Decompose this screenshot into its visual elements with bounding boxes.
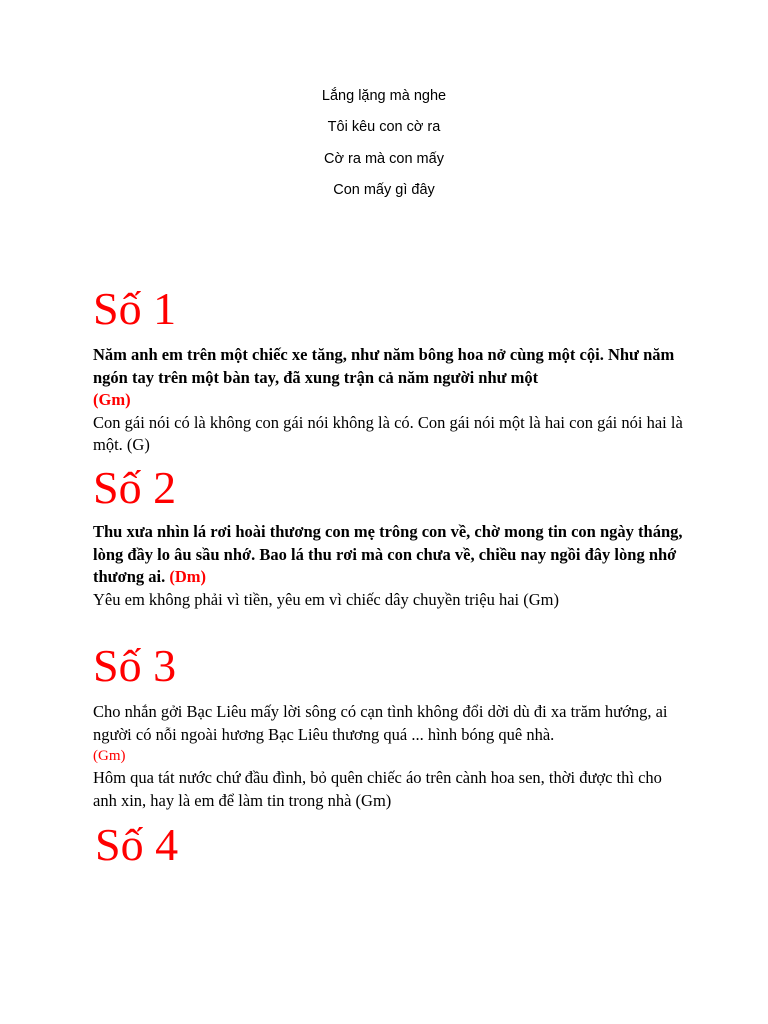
section-1-chord: (Gm) <box>93 390 131 409</box>
intro-line: Cờ ra mà con mấy <box>324 150 444 167</box>
section-3-lyric: Cho nhắn gởi Bạc Liêu mấy lời sông có cạn tình không đổi dời dù đi xa trăm hướng, ai người có nỗi ngoài hương Bạc Liêu thương quá ... hình bóng quê nhà. <box>93 702 668 744</box>
section-1-lyric-text: Năm anh em trên một chiếc xe tăng, như năm bông hoa nở cùng một cội. Như năm ngón tay trên một bàn tay, đã xung trận cả năm người như một <box>93 345 675 387</box>
section-1-body <box>93 344 683 457</box>
section-3-body <box>93 701 683 812</box>
intro-verse <box>0 85 768 210</box>
intro-line: Tôi kêu con cờ ra <box>327 119 441 136</box>
section-2-lyric-text: Thu xưa nhìn lá rơi hoài thương con mẹ trông con về, chờ mong tin con ngày tháng, lòng đầy lo âu sầu nhớ. Bao lá thu rơi mà con chưa về, chiều nay ngồi đây lòng nhớ thương ai. <box>93 522 683 586</box>
section-2-heading: Số 2 <box>93 462 177 513</box>
section-1-verse: Con gái nói có là không con gái nói không là có. Con gái nói một là hai con gái nói hai là một. (G) <box>93 412 683 454</box>
section-3-verse: Hôm qua tát nước chứ đầu đình, bỏ quên chiếc áo trên cành hoa sen, thời được thì cho anh xin, hay là em để làm tin trong nhà (Gm) <box>93 768 662 810</box>
intro-line: Con mấy gì đây <box>333 181 435 198</box>
section-2-verse: Yêu em không phải vì tiền, yêu em vì chiếc dây chuyền triệu hai (Gm) <box>93 589 559 609</box>
section-1-lyric <box>93 344 683 412</box>
section-3-chord: (Gm) <box>93 748 126 764</box>
section-3-heading: Số 3 <box>93 640 177 691</box>
intro-line: Lắng lặng mà nghe <box>321 88 447 104</box>
section-4-heading: Số 4 <box>95 819 179 870</box>
section-2-body <box>93 521 683 611</box>
section-2-lyric <box>93 521 683 589</box>
section-2-chord: (Dm) <box>169 567 207 586</box>
section-1-heading: Số 1 <box>93 283 177 334</box>
